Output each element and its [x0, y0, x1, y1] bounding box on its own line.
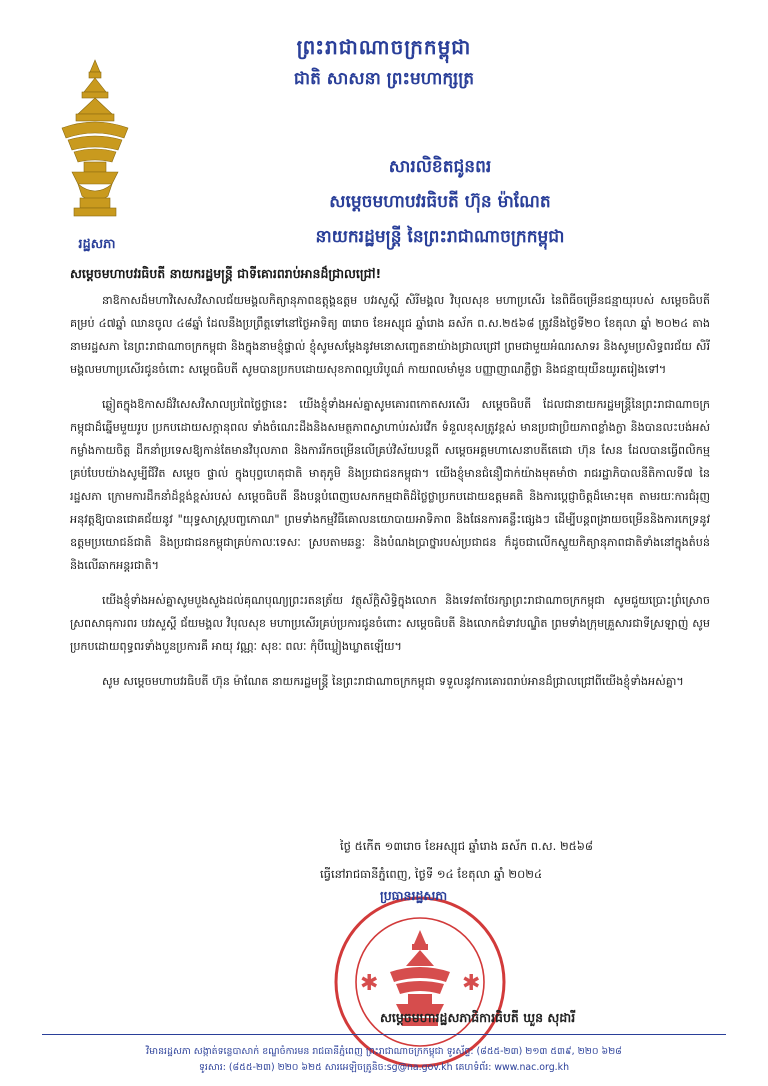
letter-body [70, 262, 710, 705]
footer-contact: ទូរសារ: (៨៥៥-២៣) ២២០ ៦២៥ សារអេឡិចត្រូនិច:sg@na.gov.kh គេហទំព័រ: www.nac.org.kh [198, 1062, 570, 1073]
signer-title: ប្រធានរដ្ឋសភា [380, 888, 448, 903]
recipient-name: សម្តេចមហាបវរធិបតី ហ៊ុន ម៉ាណែត [329, 192, 551, 212]
footer-divider [42, 1034, 726, 1035]
emblem-label: រដ្ឋសភា [78, 237, 116, 252]
date-block [300, 832, 720, 888]
letter-titles [180, 156, 700, 261]
salutation: សម្តេចមហាបវរធិបតី នាយករដ្ឋមន្ត្រី ជាទីគោរពរាប់អានដ៏ជ្រាលជ្រៅ! [70, 266, 382, 281]
national-assembly-emblem-icon [54, 58, 136, 228]
recipient-position: នាយករដ្ឋមន្ត្រី នៃព្រះរាជាណាចក្រកម្ពុជា [315, 227, 565, 247]
footer-address: វិមានរដ្ឋសភា សង្កាត់ទន្លេបាសាក់ ខណ្ឌចំការមន រាជធានីភ្នំពេញ ព្រះរាជាណាចក្រកម្ពុជា ទូរស័ព្ទ: (៨៥៥-២៣) ២១៣ ៥៣៩, ២២០ ៦២៨ [146, 1046, 622, 1057]
paragraph-4: សូម សម្តេចមហាបវរធិបតី ហ៊ុន ម៉ាណែត នាយករដ្ឋមន្ត្រី នៃព្រះរាជាណាចក្រកម្ពុជា ទទួលនូវការគោរពរាប់អានដ៏ជ្រាលជ្រៅពីយើងខ្ញុំទាំងអស់គ្នា។ [102, 675, 684, 688]
lunar-date: ថ្ងៃ ៥កើត ១៣រោច ខែអស្សុជ ឆ្នាំរោង ឆស័ក ព.ស. ២៥៦៨ [340, 839, 594, 853]
svg-text:✱: ✱ [462, 971, 481, 996]
letter-type-title: សារលិខិតជូនពរ [388, 157, 492, 177]
solar-date: ធ្វើនៅរាជធានីភ្នំពេញ, ថ្ងៃទី ១៤ ខែតុលា ឆ្នាំ ២០២៤ [320, 867, 543, 881]
national-motto: ជាតិ សាសនា ព្រះមហាក្សត្រ [293, 69, 475, 89]
signer-name: សម្តេចមហារដ្ឋសភាធិការធិបតី ឃួន សុដារី [380, 1010, 576, 1025]
paragraph-3: យើងខ្ញុំទាំងអស់គ្នាសូមបួងសួងដល់គុណបុណ្យព្រះរតនត្រ័យ វត្ថុស័ក្តិសិទ្ធិក្នុងលោក និងទេវតាថែរក្សាព្រះរាជាណាចក្រកម្ពុជា សូមជួយប្រោះព្រំស្រោចស្រពសាធុការពរ បវរសួស្តី ជ័យមង្គល វិបុលសុខ មហាប្រសើរគ្រប់ប្រការជូនចំពោះ សម្តេចធិបតី និងលោកជំទាវបណ្ឌិត ព្រមទាំងក្រុមគ្រួសារជាទីស្រឡាញ់ សូមប្រកបដោយពុទ្ធពរទាំងបួនប្រការគឺ អាយុ វណ្ណៈ សុខៈ ពលៈ កុំបីឃ្លៀងឃ្លាតឡើយ។ [70, 594, 710, 653]
kingdom-heading: ព្រះរាជាណាចក្រកម្ពុជា [296, 35, 472, 59]
footer [42, 1044, 726, 1076]
svg-text:✱: ✱ [360, 971, 379, 996]
paragraph-1: នាឱកាសដ៏មហាវិសេសវិសាលជ័យមង្គលកិត្យានុភាពឧត្តុង្គឧត្តម បវរសួស្តី សិរីមង្គល វិបុលសុខ មហាប្រសើរ នៃពិធីចម្រើនជន្មាយុរបស់ សម្តេចធិបតី គម្រប់ ៤៧ឆ្នាំ ឈានចូល ៤៨ឆ្នាំ ដែលនឹងប្រព្រឹត្តទៅនៅថ្ងៃអាទិត្យ ៣រោច ខែអស្សុជ ឆ្នាំរោង ឆស័ក ព.ស.២៥៦៨ ត្រូវនឹងថ្ងៃទី២០ ខែតុលា ឆ្នាំ ២០២៤ តាងនាមរដ្ឋសភា នៃព្រះរាជាណាចក្រកម្ពុជា និងក្នុងនាមខ្ញុំផ្ទាល់ ខ្ញុំសូមសម្តែងនូវមនោសញ្ចេតនាយ៉ាងជ្រាលជ្រៅ ព្រមជាមួយអំណរសាទរ និងសូមប្រសិទ្ធពរជ័យ សិរីមង្គលមហាប្រសើរជូនចំពោះ សម្តេចធិបតី សូមបានប្រកបដោយសុខភាពល្អបរិបូណ៌ កាយពលមាំមួន បញ្ញាញាណភ្លឺថ្លា និងជន្មាយុយឺនយូរតរៀងទៅ។ [70, 294, 710, 376]
paragraph-2: ឆ្លៀតក្នុងឱកាសដ៏វិសេសវិសាលប្រពៃថ្លៃថ្លានេះ យើងខ្ញុំទាំងអស់គ្នាសូមគោរពកោតសរសើរ សម្តេចធិបតី ដែលជានាយករដ្ឋមន្ត្រីនៃព្រះរាជាណាចក្រកម្ពុជាដ៏ឆ្នើមមួយរូប ប្រកបដោយសក្តានុពល ទាំងចំណេះដឹងនិងសមត្ថភាពស្វាហាប់រស់រវើក ទំនួលខុសត្រូវខ្ពស់ មានប្រជាប្រិយភាពខ្លាំងក្លា និងបានលះបង់អស់កម្លាំងកាយចិត្ត ដឹកនាំប្រទេសឱ្យកាន់តែមានវិបុលភាព និងការរីកចម្រើនលើគ្រប់វិស័យបន្តពី សម្តេចអគ្គមហាសេនាបតីតេជោ ហ៊ុន សែន ដែលបានធ្វើពលិកម្មគ្រប់បែបយ៉ាងសូម្បីជីវិត សម្តេច ផ្ទាល់ ក្នុងបុព្វហេតុជាតិ មាតុភូមិ និងប្រជាជនកម្ពុជា។ យើងខ្ញុំមានជំនឿជាក់យ៉ាងមុតមាំថា រាជរដ្ឋាភិបាលនីតិកាលទី៧ នៃរដ្ឋសភា ក្រោមការដឹកនាំដ៏ខ្ពង់ខ្ពស់របស់ សម្តេចធិបតី នឹងបន្តបំពេញបេសកកម្មជាតិដ៏ថ្លៃថ្លាប្រកបដោយឧត្តមគតិ និងការប្តេជ្ញាចិត្តដ៏មោះមុត តាមរយៈការជំរុញអនុវត្តឱ្យបានជោគជ័យនូវ "យុទ្ធសាស្ត្របញ្ចកោណ" ព្រមទាំងកម្មវិធីគោលនយោបាយអាទិភាព និងផែនការគន្លឹះផ្សេងៗ ដើម្បីបន្តពង្រាយចម្រើននិងការកេទ្រនូវឧត្តមប្រយោជន៍ជាតិ និងប្រជាជនកម្ពុជាគ្រប់កាលៈទេសៈ ស្របតាមឆន្ទៈ និងបំណងប្រាថ្នារបស់ប្រជាជន ក៏ដូចជាលើកស្ទួយកិត្យានុភាពជាតិទាំងនៅក្នុងតំបន់ និងលើឆាកអន្តរជាតិ។ [70, 398, 710, 572]
